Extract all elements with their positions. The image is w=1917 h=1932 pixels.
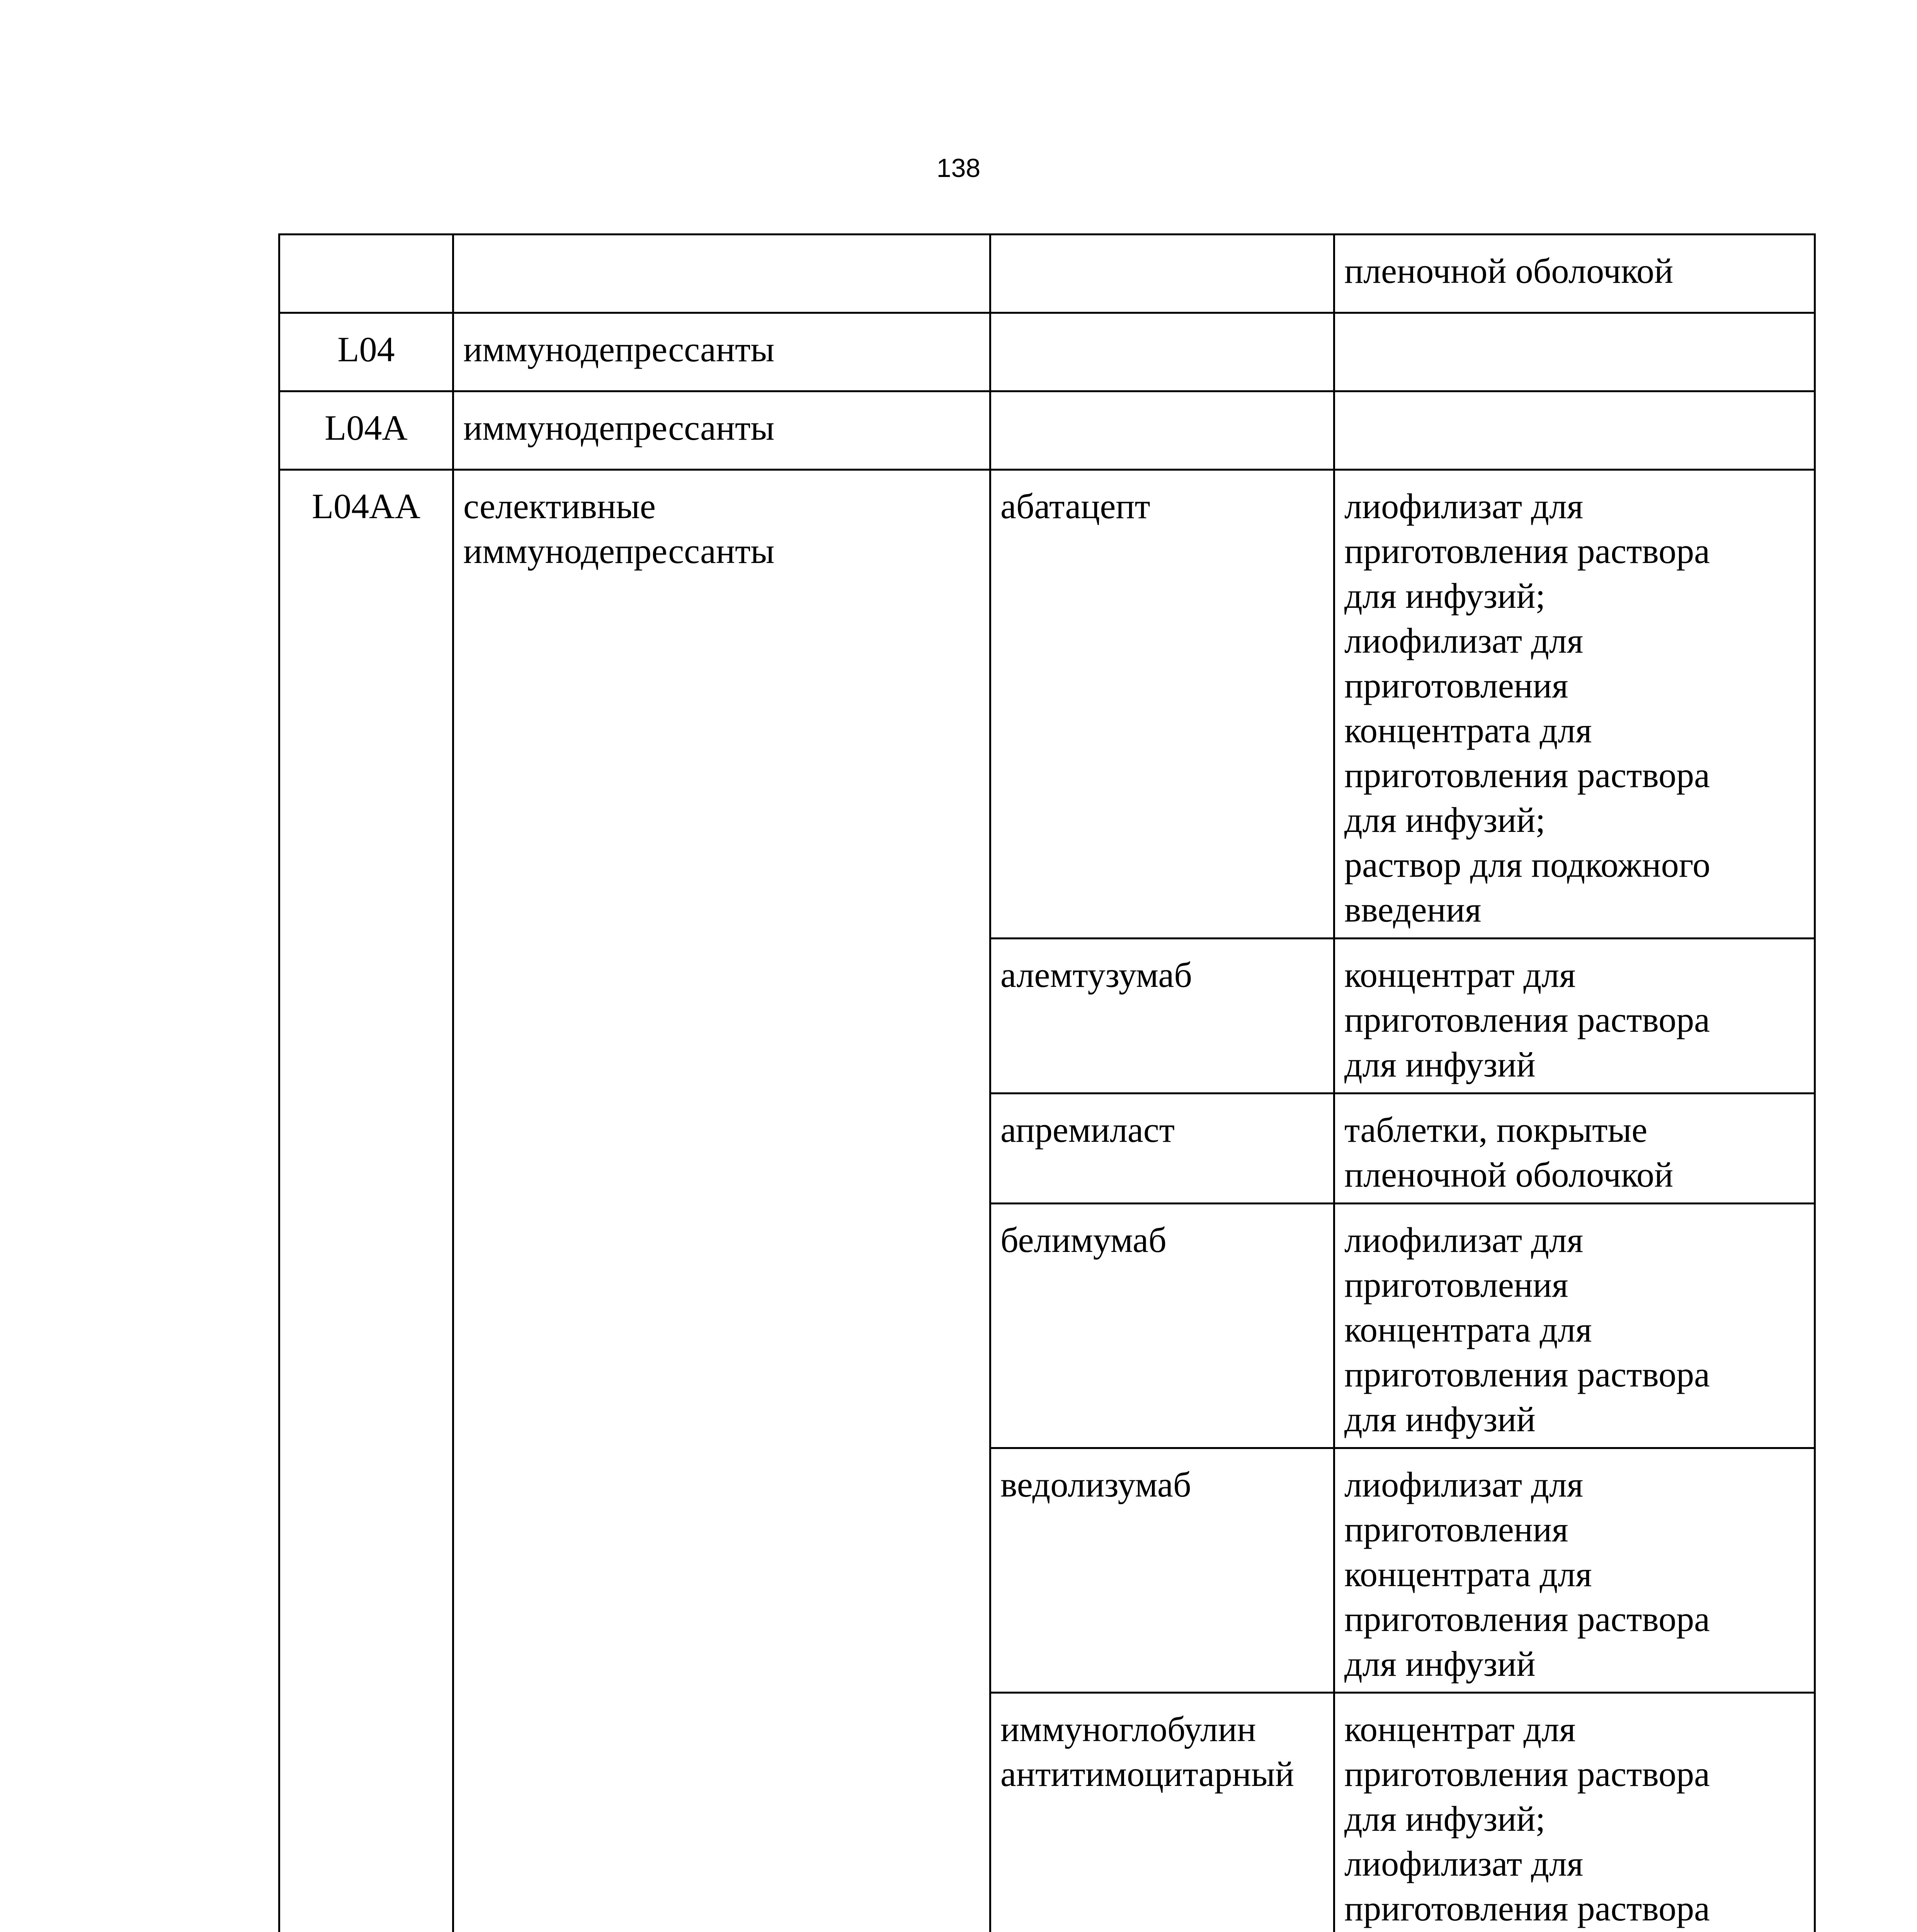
group-cell: иммунодепрессанты [453,391,990,470]
table-row [279,470,1815,939]
dosage-form-cell: лиофилизат для приготовления концентрата для приготовления раствора для инфузий [1334,1204,1815,1448]
atc-code-cell: L04A [279,391,453,470]
table-row [279,235,1815,313]
table-row [279,313,1815,391]
dosage-form-cell: таблетки, покрытые пленочной оболочкой [1334,1094,1815,1204]
drug-cell: абатацепт [990,470,1334,939]
drug-table [278,233,1816,1932]
table-row [279,391,1815,470]
drug-cell [990,235,1334,313]
group-cell: иммунодепрессанты [453,313,990,391]
dosage-form-cell: лиофилизат для приготовления концентрата для приготовления раствора для инфузий [1334,1448,1815,1693]
dosage-form-cell: пленочной оболочкой [1334,235,1815,313]
atc-code-cell [279,235,453,313]
atc-code-cell: L04 [279,313,453,391]
drug-cell [990,313,1334,391]
drug-cell: апремиласт [990,1094,1334,1204]
drug-cell [990,391,1334,470]
drug-cell: белимумаб [990,1204,1334,1448]
group-cell: селективные иммунодепрессанты [453,470,990,1932]
dosage-form-cell: лиофилизат для приготовления раствора для инфузий; лиофилизат для приготовления концентрата для приготовления раствора для инфузий; раствор для подкожного введения [1334,470,1815,939]
drug-cell: ведолизумаб [990,1448,1334,1693]
dosage-form-cell [1334,313,1815,391]
group-cell [453,235,990,313]
atc-code-cell: L04AA [279,470,453,1932]
page-number: 138 [936,153,981,183]
drug-cell: иммуноглобулин антитимоцитарный [990,1693,1334,1932]
dosage-form-cell [1334,391,1815,470]
dosage-form-cell: концентрат для приготовления раствора для инфузий [1334,939,1815,1094]
dosage-form-cell: концентрат для приготовления раствора для инфузий; лиофилизат для приготовления раствора [1334,1693,1815,1932]
drug-cell: алемтузумаб [990,939,1334,1094]
